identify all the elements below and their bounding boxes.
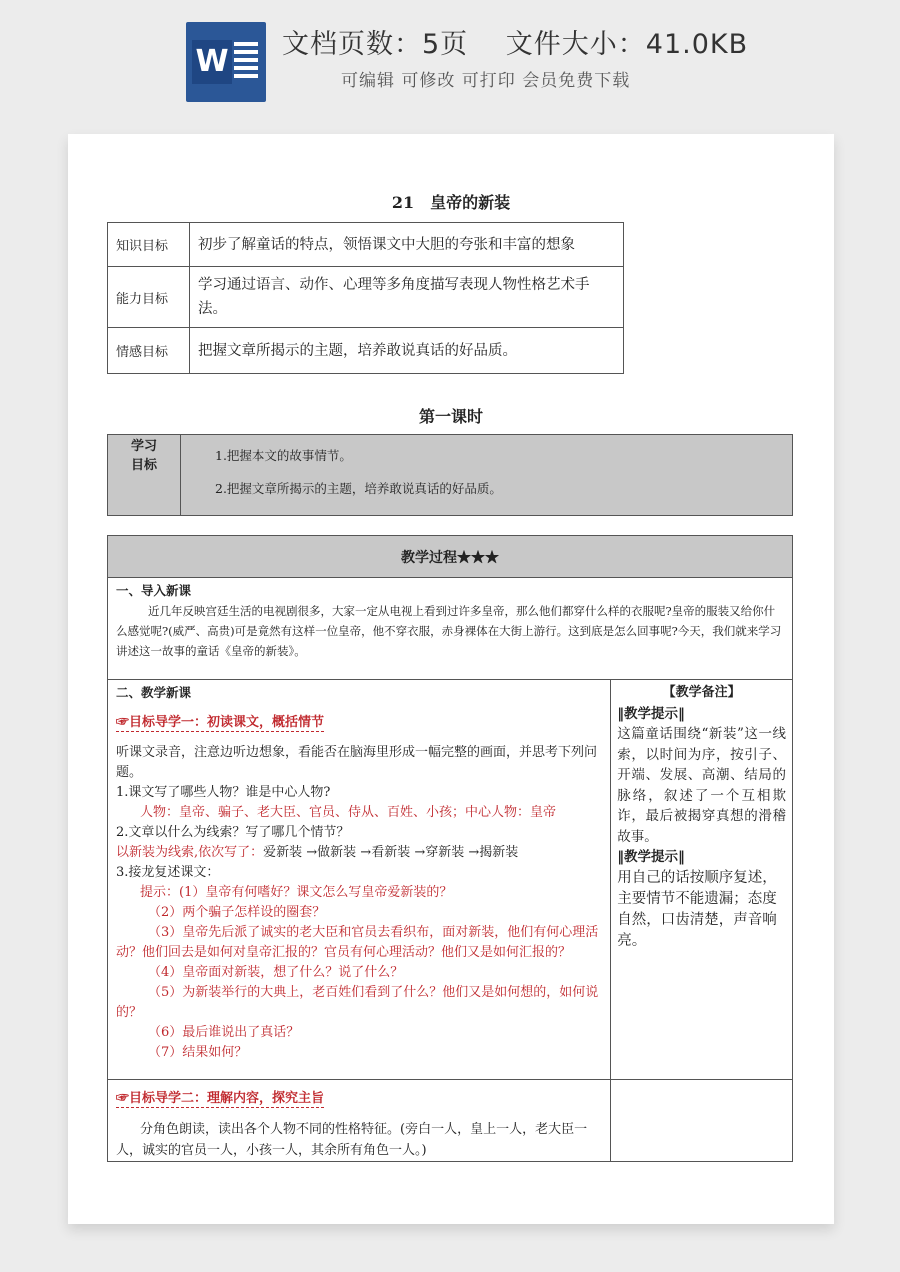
objective-label: 知识目标 — [108, 223, 190, 267]
table-row — [108, 680, 793, 1080]
process-header: 教学过程★★★ — [108, 536, 793, 578]
new-lesson-heading: 二、教学新课 — [116, 685, 192, 700]
list-item: （7）结果如何？ — [148, 1045, 248, 1060]
table-row — [108, 536, 793, 578]
word-letter: W — [192, 40, 232, 84]
empty-notes-cell — [611, 1080, 793, 1162]
list-item: （2）两个骗子怎样设的圈套？ — [148, 905, 326, 920]
objective-label: 情感目标 — [108, 328, 190, 374]
study-goal-label — [108, 435, 181, 516]
objectives-table — [107, 222, 624, 374]
lesson-title: 第一课时 — [418, 407, 483, 426]
objective-value: 学习通过语言、动作、心理等多角度描写表现人物性格艺术手法。 — [190, 267, 624, 328]
word-document-icon — [186, 22, 266, 102]
question-two: 2.文章以什么为线索？写了哪几个情节？ — [116, 825, 350, 840]
table-row — [108, 267, 624, 328]
new-lesson-cell — [108, 680, 611, 1080]
list-item: （4）皇帝面对新装，想了什么？说了什么？ — [148, 965, 404, 980]
answer-two — [116, 843, 604, 863]
guide-two-text: 分角色朗读，读出各个人物不同的性格特征。(旁白一人，皇上一人，老大臣一人，诚实的官员一人，小孩一人，其余所有角色一人。) — [116, 1122, 588, 1158]
list-item: （3）皇帝先后派了诚实的老大臣和官员去看织布，面对新装，他们有何心理活动？他们回去是如何对皇帝汇报的？官员有何心理活动？他们又是如何汇报的？ — [116, 925, 599, 960]
answer-two-lead: 以新装为线索,依次写了： — [116, 845, 264, 860]
table-row — [108, 223, 624, 267]
teaching-notes-cell — [611, 680, 793, 1080]
note-text: 用自己的话按顺序复述，主要情节不能遗漏；态度自然，口齿清楚，声音响亮。 — [617, 869, 777, 949]
note-label: ‖教学提示‖ — [617, 705, 685, 722]
note-label: ‖教学提示‖ — [617, 849, 685, 865]
objective-value: 初步了解童话的特点，领悟课文中大胆的夸张和丰富的想象 — [190, 223, 624, 267]
list-item: （5）为新装举行的大典上，老百姓们看到了什么？他们又是如何想的，如何说的？ — [116, 985, 599, 1020]
study-goal-items — [181, 435, 793, 516]
table-row — [108, 435, 793, 516]
teaching-process-table — [107, 535, 793, 1162]
guide-one-heading: ☞目标导学一：初读课文，概括情节 — [116, 715, 325, 730]
study-goal-table — [107, 434, 793, 516]
intro-text: 近几年反映宫廷生活的电视剧很多，大家一定从电视上看到过许多皇帝，那么他们都穿什么样的衣服呢?皇帝的服装又给你什么感觉呢?(威严、高贵)可是竟然有这样一位皇帝，他不穿衣服，赤身裸体在大街上游行。这到底是怎么回事呢?今天，我们就来学习讲述这一故事的童话《皇帝的新装》。 — [116, 604, 782, 658]
note-text: 这篇童话围绕“新装”这一线索，以时间为序，按引子、开端、发展、高潮、结局的脉络，叙述了一个互相欺诈，最后被揭穿真想的滑稽故事。 — [617, 726, 786, 845]
guide-one-text: 听课文录音，注意边听边想象，看能否在脑海里形成一幅完整的画面，并思考下列问题。 — [116, 745, 598, 780]
list-item: 2.把握文章所揭示的主题，培养敢说真话的好品质。 — [215, 481, 502, 496]
document-title: 21 皇帝的新装 — [391, 193, 511, 212]
document-page — [68, 134, 834, 1224]
banner-title: 文档页数：5页 文件大小：41.0KB — [282, 29, 749, 60]
question-three: 3.接龙复述课文： — [116, 865, 220, 880]
list-item: （6）最后谁说出了真话？ — [148, 1025, 300, 1040]
download-banner — [0, 0, 900, 128]
guide-two-cell — [108, 1080, 611, 1162]
banner-subtitle: 可编辑 可修改 可打印 会员免费下载 — [341, 71, 631, 91]
table-row — [108, 578, 793, 680]
list-item: 1.把握本文的故事情节。 — [215, 448, 352, 463]
table-row — [108, 1080, 793, 1162]
objective-label: 能力目标 — [108, 267, 190, 328]
table-row — [108, 328, 624, 374]
answer-one: 人物：皇帝、骗子、老大臣、官员、侍从、百姓、小孩；中心人物：皇帝 — [140, 805, 557, 820]
question-one: 1.课文写了哪些人物？谁是中心人物? — [116, 785, 331, 800]
word-lines-icon — [234, 42, 258, 82]
guide-two-heading: ☞目标导学二：理解内容，探究主旨 — [116, 1091, 325, 1106]
study-goal-label-text: 学习目标 — [130, 439, 157, 473]
notes-title: 【教学备注】 — [662, 685, 741, 700]
intro-cell — [108, 578, 793, 680]
intro-heading: 一、导入新课 — [116, 583, 192, 598]
list-item: 提示：(1）皇帝有何嗜好？课文怎么写皇帝爱新装的？ — [140, 885, 453, 900]
objective-value: 把握文章所揭示的主题，培养敢说真话的好品质。 — [190, 328, 624, 374]
plot-sequence: 爱新装 →做新装 →看新装 →穿新装 →揭新装 — [263, 845, 519, 860]
